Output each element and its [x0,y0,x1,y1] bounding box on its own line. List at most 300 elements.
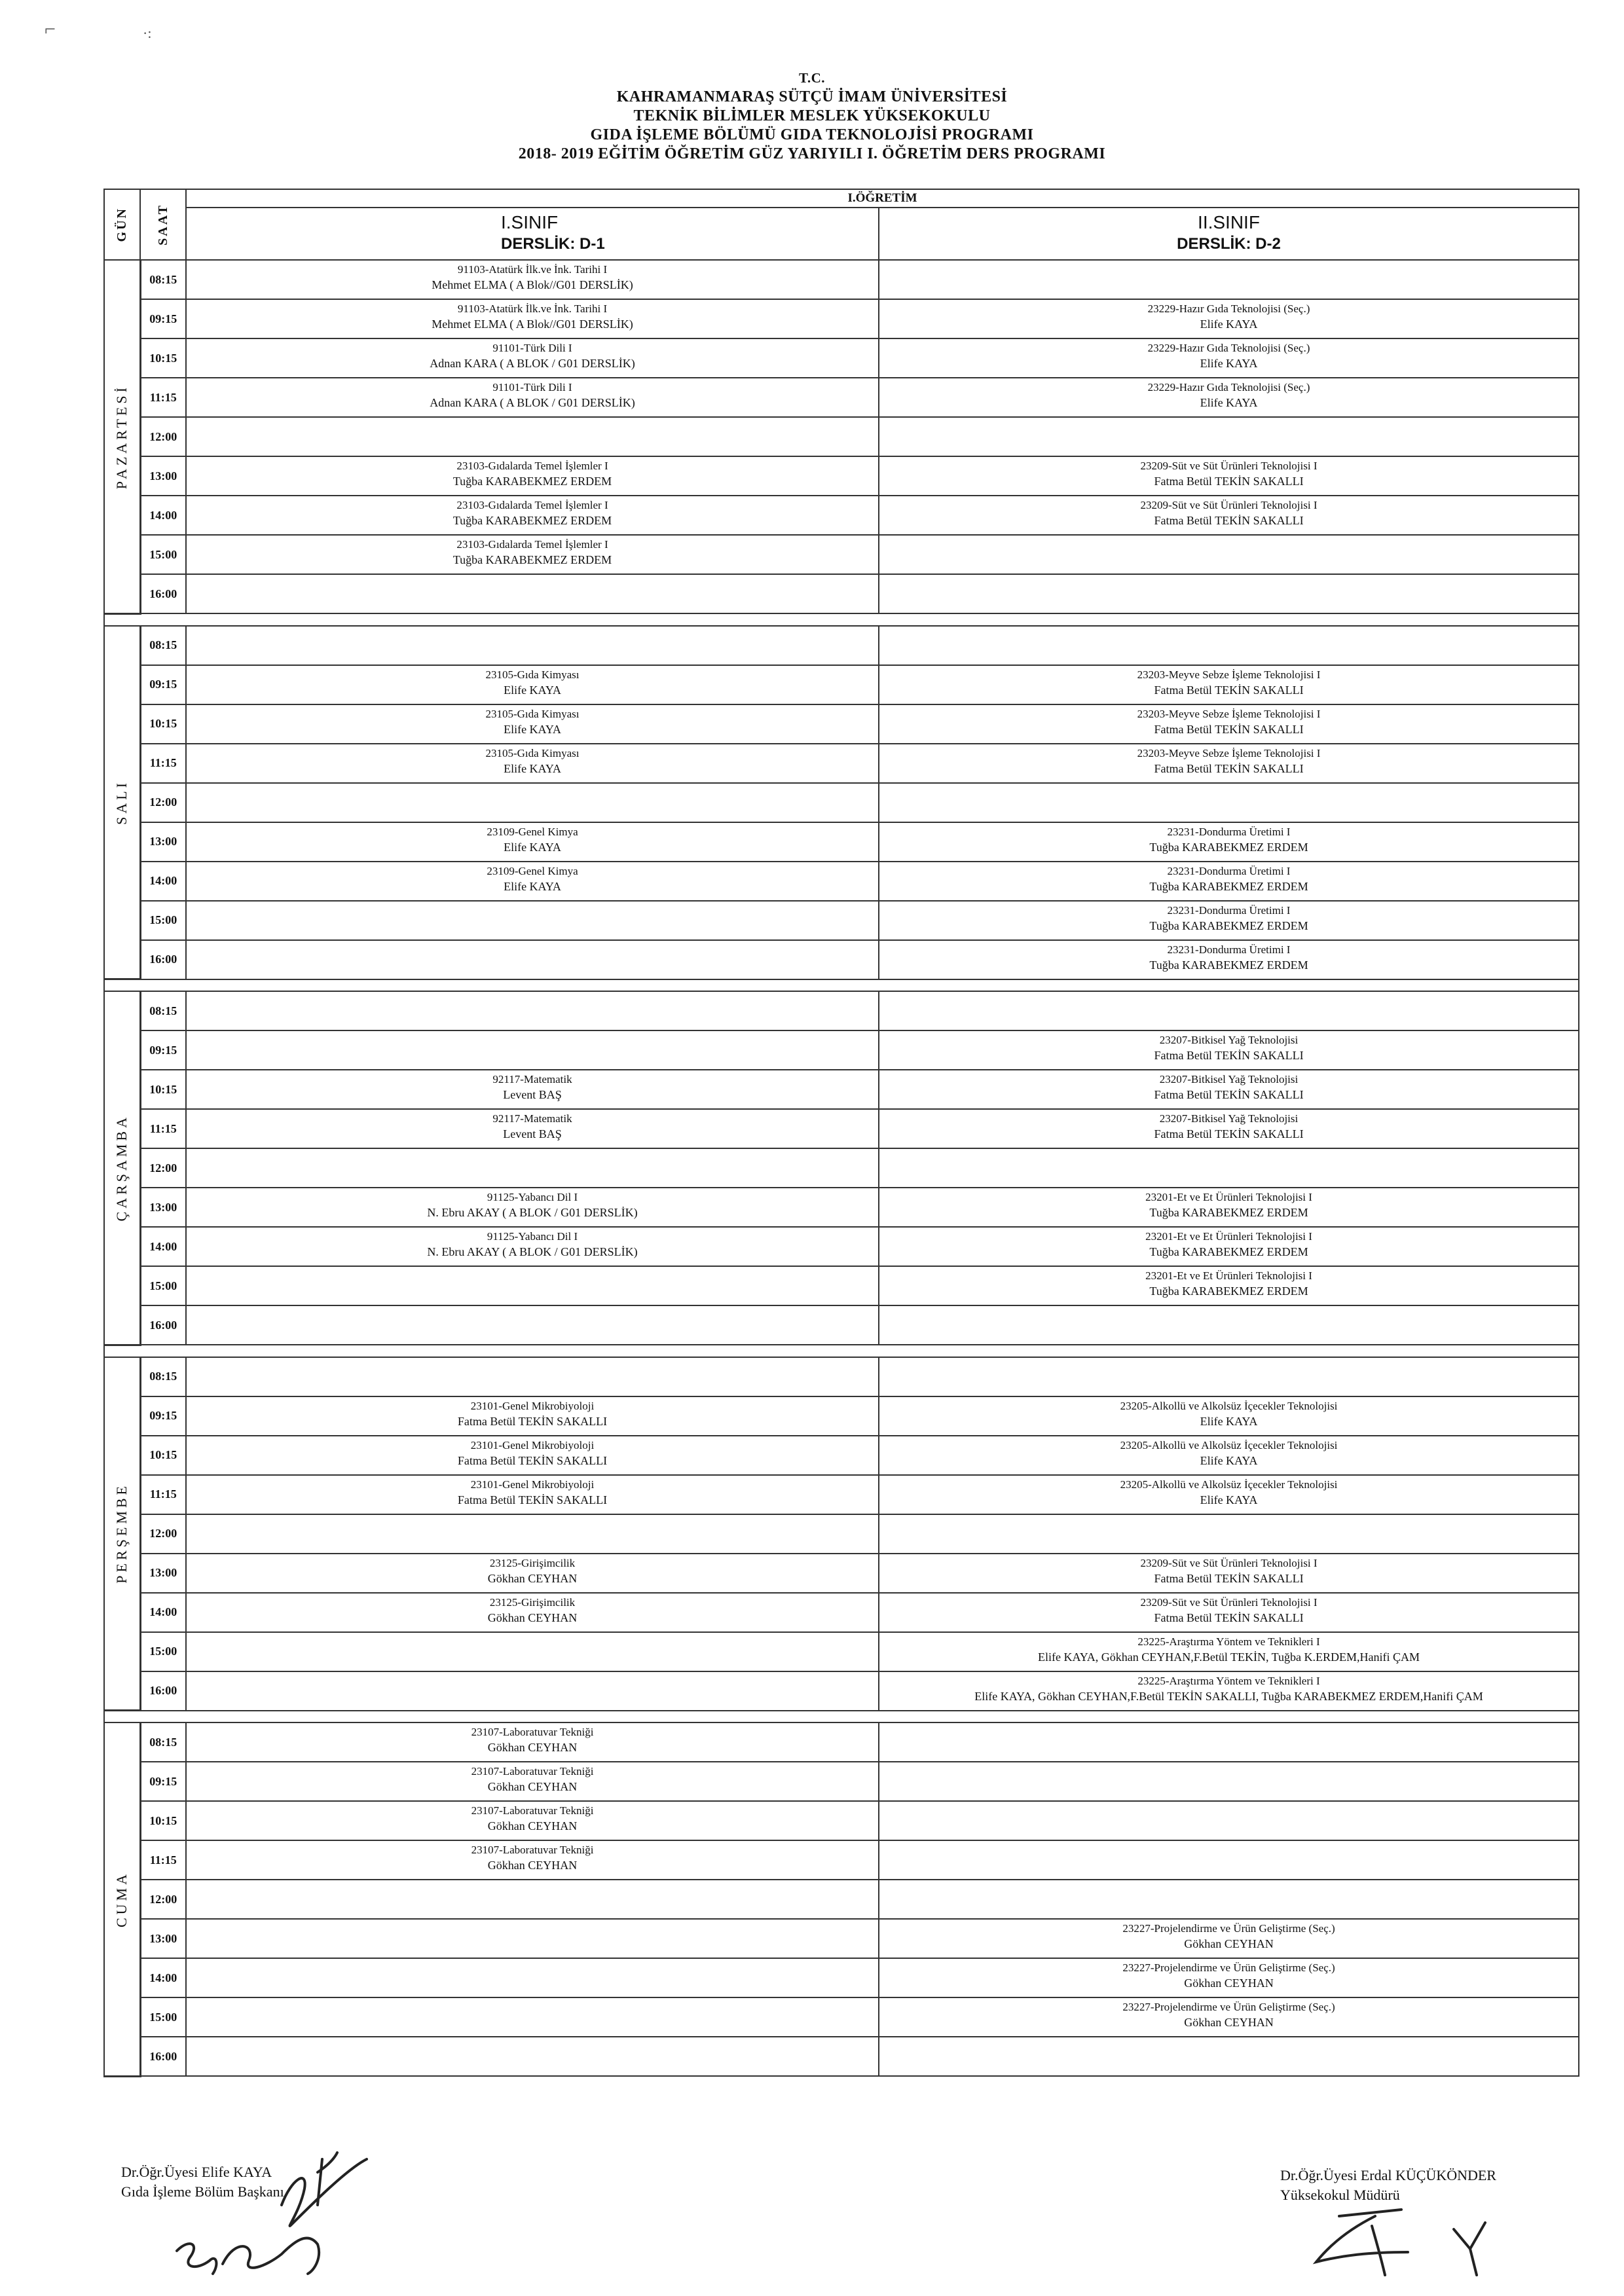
day-cell [104,260,140,613]
day-separator [104,613,1579,626]
course-name: 23231-Dondurma Üretimi I [1167,943,1291,956]
course-name: 23201-Et ve Et Ürünleri Teknolojisi I [1145,1191,1312,1203]
instructor-name: Tuğba KARABEKMEZ ERDEM [1149,919,1308,932]
time-cell: 08:15 [140,1357,186,1396]
class1-slot [186,1109,879,1148]
instructor-name: Tuğba KARABEKMEZ ERDEM [1149,1206,1308,1219]
table-row [104,260,1579,299]
header-department: GIDA İŞLEME BÖLÜMÜ GIDA TEKNOLOJİSİ PROGRAMI [590,126,1034,143]
course-name: 23229-Hazır Gıda Teknolojisi (Seç.) [1147,381,1310,393]
schedule-body [104,260,1579,2076]
instructor-name: Levent BAŞ [503,1088,562,1101]
course-name: 23231-Dondurma Üretimi I [1167,864,1291,877]
instructor-name: Gökhan CEYHAN [487,1780,578,1793]
table-row [104,417,1579,456]
table-row [104,338,1579,378]
instructor-name: Elife KAYA [504,722,561,736]
class2-slot [879,574,1579,613]
class1-slot [186,2037,879,2076]
table-row [104,1762,1579,1801]
class2-slot [879,1801,1579,1840]
table-row [104,1840,1579,1880]
table-row [104,1554,1579,1593]
table-row [104,744,1579,783]
table-row [104,1357,1579,1396]
class1-slot [186,1266,879,1305]
table-row [104,1266,1579,1305]
table-row [104,1919,1579,1958]
time-cell: 13:00 [140,1554,186,1593]
table-row [104,783,1579,822]
table-row [104,378,1579,417]
time-cell: 13:00 [140,1188,186,1227]
class2-slot [879,1030,1579,1070]
class2-slot [879,1266,1579,1305]
course-name: 23229-Hazır Gıda Teknolojisi (Seç.) [1147,302,1310,315]
instructor-name: Adnan KARA ( A BLOK / G01 DERSLİK) [430,396,635,409]
table-row [104,574,1579,613]
class1-slot [186,822,879,862]
time-cell: 16:00 [140,1671,186,1711]
instructor-name: Elife KAYA [504,879,561,893]
time-cell: 08:15 [140,626,186,665]
class1-slot [186,1840,879,1880]
table-row [104,1997,1579,2037]
table-row [104,1109,1579,1148]
class2-slot [879,1475,1579,1514]
class1-slot [186,1593,879,1632]
instructor-name: Fatma Betül TEKİN SAKALLI [1154,1571,1304,1585]
time-cell: 10:15 [140,1070,186,1109]
header-school: TEKNİK BİLİMLER MESLEK YÜKSEKOKULU [633,107,991,124]
class1-slot [186,1188,879,1227]
course-name: 23125-Girişimcilik [489,1595,576,1609]
instructor-name: Levent BAŞ [503,1127,562,1140]
instructor-name: Fatma Betül TEKİN SAKALLI [1154,722,1304,736]
time-cell: 13:00 [140,1919,186,1958]
class1-slot [186,1762,879,1801]
course-name: 23109-Genel Kimya [487,825,578,838]
class1-slot [186,704,879,744]
course-name: 23227-Projelendirme ve Ürün Geliştirme (Seç.) [1122,2001,1335,2013]
table-row [104,1632,1579,1671]
course-name: 23207-Bitkisel Yağ Teknolojisi [1159,1073,1299,1085]
class1-slot [186,1554,879,1593]
table-row [104,1475,1579,1514]
instructor-name: Fatma Betül TEKİN SAKALLI [1154,761,1304,775]
scan-mark: ·: [143,25,152,41]
class2-slot [879,299,1579,338]
course-name: 23201-Et ve Et Ürünleri Teknolojisi I [1145,1230,1312,1243]
course-name: 23227-Projelendirme ve Ürün Geliştirme (Seç.) [1122,1922,1335,1935]
instructor-name: Fatma Betül TEKİN SAKALLI [1154,1088,1304,1101]
time-cell: 16:00 [140,940,186,979]
time-cell: 14:00 [140,496,186,535]
instructor-name: Fatma Betül TEKİN SAKALLI [1154,1611,1304,1624]
table-row [104,862,1579,901]
day-label: PAZARTESİ [113,384,130,489]
course-name: 23209-Süt ve Süt Ürünleri Teknolojisi I [1140,499,1318,511]
day-cell [104,626,140,979]
course-name: 92117-Matematik [492,1112,572,1125]
time-cell: 10:15 [140,1801,186,1840]
class2-slot [879,378,1579,417]
instructor-name: Fatma Betül TEKİN SAKALLI [1154,514,1304,527]
instructor-name: Elife KAYA [504,683,561,697]
table-row [104,456,1579,496]
course-name: 23205-Alkollü ve Alkolsüz İçecekler Teknolojisi [1120,1438,1338,1451]
class1-slot [186,338,879,378]
course-name: 91125-Yabancı Dil I [487,1230,578,1243]
table-row [104,1070,1579,1109]
day-separator [104,979,1579,992]
time-cell: 08:15 [140,991,186,1030]
class2-slot [879,1997,1579,2037]
class2-slot [879,2037,1579,2076]
course-name: 23105-Gıda Kimyası [485,668,580,681]
class2-slot [879,1514,1579,1554]
day-label: ÇARŞAMBA [113,1114,130,1222]
class2-slot [879,704,1579,744]
class1-label: I.SINIF [501,212,559,232]
class1-slot [186,1030,879,1070]
time-cell: 13:00 [140,822,186,862]
class2-slot [879,1227,1579,1266]
instructor-name: Gökhan CEYHAN [1184,2016,1274,2029]
class1-slot [186,574,879,613]
class2-slot [879,1070,1579,1109]
time-cell: 12:00 [140,1880,186,1919]
class2-slot [879,1632,1579,1671]
left-signatory-title: Gıda İşleme Bölüm Başkanı [121,2183,284,2200]
instructor-name: Fatma Betül TEKİN SAKALLI [457,1453,608,1467]
ogretim-header: I.ÖĞRETİM [186,189,1579,208]
instructor-name: Tuğba KARABEKMEZ ERDEM [1149,958,1308,972]
class1-slot [186,991,879,1030]
class1-slot [186,1396,879,1436]
instructor-name: Elife KAYA [1200,396,1258,409]
instructor-name: Elife KAYA [1200,1493,1258,1506]
schedule-table [103,189,1579,2077]
time-cell: 11:15 [140,744,186,783]
separator-cell [104,1711,1579,1723]
instructor-name: Tuğba KARABEKMEZ ERDEM [452,475,612,488]
course-name: 23203-Meyve Sebze İşleme Teknolojisi I [1137,746,1321,759]
course-name: 23103-Gıdalarda Temel İşlemler I [456,499,608,511]
class1-slot [186,1148,879,1188]
class2-slot [879,496,1579,535]
class2-slot [879,1148,1579,1188]
class2-slot [879,940,1579,979]
class2-slot [879,1593,1579,1632]
table-row [104,496,1579,535]
time-cell: 10:15 [140,1436,186,1475]
time-cell: 08:15 [140,260,186,299]
class2-label: II.SINIF [1198,212,1260,232]
table-row [104,1880,1579,1919]
day-label: SALI [113,779,130,825]
course-name: 23231-Dondurma Üretimi I [1167,825,1291,838]
table-row [104,1396,1579,1436]
class2-slot [879,1880,1579,1919]
class1-slot [186,1722,879,1762]
table-row [104,626,1579,665]
class2-slot [879,1396,1579,1436]
time-cell: 14:00 [140,1227,186,1266]
class1-slot [186,456,879,496]
class2-slot [879,260,1579,299]
handwritten-signature-right [1303,2190,1526,2288]
day-cell [104,1357,140,1711]
day-cell [104,1722,140,2076]
day-label: CUMA [113,1870,130,1927]
gun-header: GÜN [104,189,140,260]
time-cell: 09:15 [140,1396,186,1436]
time-cell: 15:00 [140,1632,186,1671]
instructor-name: N. Ebru AKAY ( A BLOK / G01 DERSLİK) [427,1206,638,1219]
class2-slot [879,1357,1579,1396]
course-name: 23227-Projelendirme ve Ürün Geliştirme (Seç.) [1122,1961,1335,1974]
class1-slot [186,1227,879,1266]
instructor-name: Elife KAYA, Gökhan CEYHAN,F.Betül TEKİN SAKALLI, Tuğba KARABEKMEZ ERDEM,Hanifi ÇAM [974,1689,1483,1703]
course-name: 23207-Bitkisel Yağ Teknolojisi [1159,1112,1299,1125]
schedule-table-container [103,189,1578,2121]
course-name: 23225-Araştırma Yöntem ve Teknikleri I [1137,1635,1320,1648]
table-row [104,2037,1579,2076]
course-name: 23105-Gıda Kimyası [485,707,580,720]
course-name: 23205-Alkollü ve Alkolsüz İçecekler Teknolojisi [1120,1399,1338,1412]
instructor-name: Elife KAYA [504,840,561,854]
instructor-name: Tuğba KARABEKMEZ ERDEM [1149,1285,1308,1298]
instructor-name: Gökhan CEYHAN [487,1611,578,1624]
course-name: 91101-Türk Dili I [492,381,572,393]
time-cell: 10:15 [140,704,186,744]
time-cell: 15:00 [140,901,186,940]
class2-slot [879,822,1579,862]
table-row [104,901,1579,940]
table-row [104,1722,1579,1762]
course-name: 23201-Et ve Et Ürünleri Teknolojisi I [1145,1269,1312,1282]
instructor-name: Tuğba KARABEKMEZ ERDEM [1149,879,1308,893]
table-row [104,1801,1579,1840]
course-name: 91103-Atatürk İlk.ve İnk. Tarihi I [457,263,608,276]
class2-slot [879,1305,1579,1345]
table-row [104,1030,1579,1070]
class2-slot [879,1919,1579,1958]
class2-slot [879,1554,1579,1593]
course-name: 23101-Genel Mikrobiyoloji [470,1478,595,1491]
instructor-name: Adnan KARA ( A BLOK / G01 DERSLİK) [430,357,635,370]
time-cell: 16:00 [140,574,186,613]
class1-slot [186,1305,879,1345]
instructor-name: Fatma Betül TEKİN SAKALLI [1154,683,1304,697]
class2-slot [879,1188,1579,1227]
time-cell: 14:00 [140,1958,186,1997]
course-name: 23203-Meyve Sebze İşleme Teknolojisi I [1137,668,1321,681]
class1-slot [186,1436,879,1475]
class2-header [879,208,1579,260]
day-separator [104,1711,1579,1723]
course-name: 91101-Türk Dili I [492,342,572,354]
course-name: 23207-Bitkisel Yağ Teknolojisi [1159,1034,1299,1046]
class1-slot [186,496,879,535]
document-header [0,69,1624,164]
time-cell: 12:00 [140,1148,186,1188]
header-tc: T.C. [798,70,826,86]
handwritten-signature-left [151,2133,413,2290]
course-name: 23107-Laboratuvar Tekniği [471,1765,594,1777]
day-label: PERŞEMBE [113,1483,130,1584]
time-cell: 11:15 [140,1840,186,1880]
class1-slot [186,299,879,338]
table-row [104,535,1579,574]
time-cell: 16:00 [140,1305,186,1345]
class2-slot [879,665,1579,704]
course-name: 91103-Atatürk İlk.ve İnk. Tarihi I [457,302,608,315]
header-program-title: 2018- 2019 EĞİTİM ÖĞRETİM GÜZ YARIYILI I. ÖĞRETİM DERS PROGRAMI [518,145,1106,162]
course-name: 23209-Süt ve Süt Ürünleri Teknolojisi I [1140,460,1318,472]
time-cell: 08:15 [140,1722,186,1762]
time-cell: 12:00 [140,417,186,456]
time-cell: 11:15 [140,1109,186,1148]
course-name: 23203-Meyve Sebze İşleme Teknolojisi I [1137,707,1321,720]
class1-slot [186,665,879,704]
class1-slot [186,1997,879,2037]
instructor-name: Fatma Betül TEKİN SAKALLI [1154,475,1304,488]
table-row [104,1671,1579,1711]
right-signatory-name: Dr.Öğr.Üyesi Erdal KÜÇÜKÖNDER [1280,2167,1496,2183]
course-name: 23101-Genel Mikrobiyoloji [470,1399,595,1412]
time-cell: 15:00 [140,1266,186,1305]
saat-header: SAAT [140,189,186,260]
class1-slot [186,417,879,456]
course-name: 91125-Yabancı Dil I [487,1191,578,1203]
course-name: 23105-Gıda Kimyası [485,746,580,759]
separator-cell [104,979,1579,992]
course-name: 23209-Süt ve Süt Ürünleri Teknolojisi I [1140,1595,1318,1609]
time-cell: 12:00 [140,783,186,822]
table-row [104,822,1579,862]
instructor-name: Gökhan CEYHAN [487,1571,578,1585]
time-cell: 09:15 [140,1762,186,1801]
table-row [104,665,1579,704]
class1-slot [186,940,879,979]
table-row [104,1227,1579,1266]
table-row [104,1305,1579,1345]
time-cell: 11:15 [140,378,186,417]
class2-slot [879,1436,1579,1475]
course-name: 23229-Hazır Gıda Teknolojisi (Seç.) [1147,342,1310,354]
scan-mark: ⌐ [45,18,56,40]
class1-header [186,208,879,260]
time-cell: 12:00 [140,1514,186,1554]
table-row [104,704,1579,744]
class2-slot [879,1958,1579,1997]
course-name: 23103-Gıdalarda Temel İşlemler I [456,538,608,551]
day-cell [104,991,140,1345]
class2-slot [879,1671,1579,1711]
class1-slot [186,1070,879,1109]
course-name: 23109-Genel Kimya [487,864,578,877]
instructor-name: Tuğba KARABEKMEZ ERDEM [1149,1245,1308,1258]
instructor-name: Gökhan CEYHAN [487,1741,578,1754]
class2-slot [879,1840,1579,1880]
class2-slot [879,456,1579,496]
class2-slot [879,535,1579,574]
table-row [104,991,1579,1030]
class1-slot [186,1671,879,1711]
instructor-name: Mehmet ELMA ( A Blok//G01 DERSLİK) [432,278,633,291]
time-cell: 10:15 [140,338,186,378]
instructor-name: Elife KAYA, Gökhan CEYHAN,F.Betül TEKİN, Tuğba K.ERDEM,Hanifi ÇAM [1037,1650,1420,1664]
instructor-name: Mehmet ELMA ( A Blok//G01 DERSLİK) [432,318,633,331]
class1-slot [186,260,879,299]
separator-cell [104,1345,1579,1357]
instructor-name: Tuğba KARABEKMEZ ERDEM [1149,840,1308,854]
class1-slot [186,535,879,574]
instructor-name: Gökhan CEYHAN [1184,1977,1274,1990]
table-row [104,1514,1579,1554]
left-signatory-name: Dr.Öğr.Üyesi Elife KAYA [121,2164,272,2180]
course-name: 23107-Laboratuvar Tekniği [471,1844,594,1856]
class2-slot [879,901,1579,940]
instructor-name: Fatma Betül TEKİN SAKALLI [1154,1127,1304,1140]
class2-slot [879,417,1579,456]
day-separator [104,1345,1579,1357]
instructor-name: Tuğba KARABEKMEZ ERDEM [452,514,612,527]
class2-room: DERSLİK: D-2 [1177,235,1281,253]
class2-slot [879,626,1579,665]
class1-slot [186,1958,879,1997]
course-name: 92117-Matematik [492,1073,572,1085]
instructor-name: Gökhan CEYHAN [1184,1937,1274,1950]
time-cell: 13:00 [140,456,186,496]
instructor-name: Gökhan CEYHAN [487,1859,578,1872]
class1-room: DERSLİK: D-1 [501,235,605,253]
time-cell: 09:15 [140,299,186,338]
instructor-name: Elife KAYA [1200,1414,1258,1428]
class1-slot [186,1880,879,1919]
class1-slot [186,1514,879,1554]
class1-slot [186,1632,879,1671]
class1-slot [186,744,879,783]
class1-slot [186,1919,879,1958]
class1-slot [186,378,879,417]
instructor-name: Elife KAYA [1200,357,1258,370]
class2-slot [879,862,1579,901]
course-name: 23101-Genel Mikrobiyoloji [470,1438,595,1451]
time-cell: 14:00 [140,862,186,901]
time-cell: 16:00 [140,2037,186,2076]
class2-slot [879,338,1579,378]
instructor-name: Fatma Betül TEKİN SAKALLI [457,1414,608,1428]
class1-slot [186,1475,879,1514]
time-cell: 15:00 [140,1997,186,2037]
instructor-name: N. Ebru AKAY ( A BLOK / G01 DERSLİK) [427,1245,638,1258]
instructor-name: Fatma Betül TEKİN SAKALLI [1154,1049,1304,1062]
time-cell: 09:15 [140,1030,186,1070]
instructor-name: Elife KAYA [1200,318,1258,331]
course-name: 23209-Süt ve Süt Ürünleri Teknolojisi I [1140,1556,1318,1569]
table-row [104,940,1579,979]
separator-cell [104,613,1579,626]
right-signatory-title: Yüksekokul Müdürü [1280,2187,1400,2203]
instructor-name: Gökhan CEYHAN [487,1819,578,1832]
course-name: 23231-Dondurma Üretimi I [1167,903,1291,917]
instructor-name: Elife KAYA [504,761,561,775]
table-row [104,1958,1579,1997]
class2-slot [879,1762,1579,1801]
